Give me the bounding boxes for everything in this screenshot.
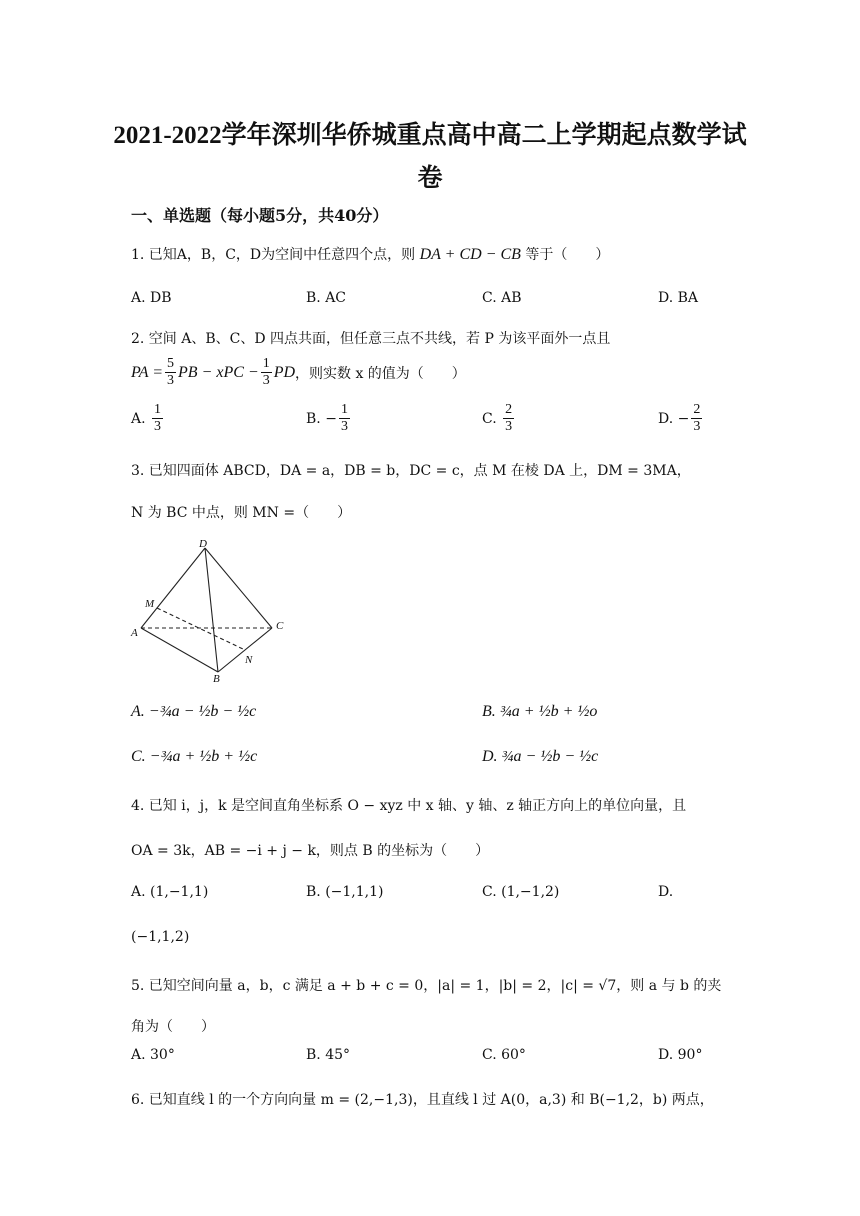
question-1-option-b: B. AC — [306, 290, 347, 306]
edge-ab — [141, 628, 218, 672]
question-2-stem: 2. 空间 A、B、C、D 四点共面，但任意三点不共线，若 P 为该平面外一点且 — [131, 331, 611, 347]
fraction-denominator: 3 — [154, 419, 162, 434]
fraction-numerator: 2 — [693, 402, 701, 417]
point-label-m: M — [145, 598, 155, 610]
edge-db — [205, 548, 218, 672]
fraction-denominator: 3 — [340, 419, 348, 434]
question-4-option-c: C. (1,−1,2) — [482, 884, 560, 900]
tetrahedron-figure — [128, 536, 298, 686]
fraction-numerator: 1 — [262, 356, 270, 371]
question-4-option-b: B. (−1,1,1) — [306, 884, 384, 900]
question-3-option-d: D. ¾a − ½b − ½c — [482, 748, 599, 765]
fraction — [691, 402, 702, 435]
question-4-line-1: 4. 已知 i，j，k 是空间直角坐标系 O − xyz 中 x 轴、y 轴、z 轴正方向上的单位向量，且 — [131, 798, 687, 814]
question-1-tail: 等于（ ） — [525, 247, 610, 263]
question-1-option-a: A. DB — [131, 290, 172, 306]
segment-mn — [157, 608, 245, 650]
question-2-expr-left: PA = — [131, 363, 163, 381]
page-title: 2021-2022学年深圳华侨城重点高中高二上学期起点数学试 — [113, 122, 747, 149]
fraction-numerator: 1 — [154, 402, 162, 417]
question-3-option-c: C. −¾a + ½b + ½c — [131, 748, 258, 765]
option-label: A. — [131, 410, 146, 427]
question-4-option-a: A. (1,−1,1) — [131, 884, 209, 900]
fraction-numerator: 1 — [340, 402, 348, 417]
question-3-line-2: N 为 BC 中点，则 MN =（ ） — [131, 505, 352, 521]
question-2-option-d — [658, 402, 704, 435]
fraction-denominator: 3 — [262, 373, 270, 388]
question-4-option-d-value: (−1,1,2) — [131, 929, 190, 945]
option-label: B. — [306, 410, 321, 427]
fraction-numerator: 2 — [505, 402, 513, 417]
question-5-line-1: 5. 已知空间向量 a，b，c 满足 a + b + c = 0，|a| = 1，|b| = 2，|c| = √7，则 a 与 b 的夹 — [131, 978, 722, 994]
edge-dc — [205, 548, 272, 628]
question-2-option-b — [306, 402, 352, 435]
vertex-label-a: A — [131, 627, 138, 639]
question-5-option-c: C. 60° — [482, 1047, 526, 1063]
vertex-label-c: C — [276, 620, 284, 632]
question-6-line-1: 6. 已知直线 l 的一个方向向量 m = (2,−1,3)，且直线 l 过 A(0，a,3) 和 B(−1,2，b) 两点， — [131, 1092, 714, 1108]
question-2-tail: ，则实数 x 的值为（ ） — [295, 365, 466, 382]
fraction-denominator: 3 — [167, 373, 174, 388]
question-2-expr-right: PD — [273, 363, 296, 381]
question-3-line-1: 3. 已知四面体 ABCD，DA = a，DB = b，DC = c，点 M 在棱 DA 上，DM = 3MA， — [131, 463, 691, 479]
question-2-option-a — [131, 402, 165, 435]
vertex-label-b: B — [213, 673, 220, 685]
question-5-line-2: 角为（ ） — [131, 1019, 215, 1035]
fraction-numerator: 5 — [167, 356, 174, 371]
question-5-option-d: D. 90° — [658, 1047, 703, 1063]
fraction — [165, 356, 176, 389]
option-sign: − — [325, 410, 337, 427]
page-title-cont: 卷 — [417, 165, 443, 192]
option-label: D. — [658, 410, 674, 427]
question-1-option-c: C. AB — [482, 290, 522, 306]
question-3-option-b: B. ¾a + ½b + ½o — [482, 703, 598, 720]
question-1 — [131, 244, 609, 264]
vertex-label-d: D — [199, 538, 207, 550]
question-2-expr-mid: PB − xPC − — [178, 363, 259, 381]
point-label-n: N — [245, 654, 253, 666]
fraction — [152, 402, 163, 435]
fraction — [339, 402, 350, 435]
question-4-option-d: D. — [658, 884, 674, 900]
section-heading: 一、单选题（每小题5分，共40分） — [131, 206, 389, 225]
fraction-denominator: 3 — [505, 419, 513, 434]
option-label: C. — [482, 410, 497, 427]
question-1-stem: 1. 已知A，B，C，D为空间中任意四个点，则 — [131, 247, 416, 263]
question-2-option-c — [482, 402, 516, 435]
question-4-line-2: OA = 3k，AB = −i + j − k，则点 B 的坐标为（ ） — [131, 843, 490, 859]
question-5-option-a: A. 30° — [131, 1047, 175, 1063]
fraction — [503, 402, 514, 435]
question-1-option-d: D. BA — [658, 290, 699, 306]
question-5-option-b: B. 45° — [306, 1047, 351, 1063]
fraction-denominator: 3 — [693, 419, 701, 434]
question-1-expression: DA + CD − CB — [419, 246, 521, 263]
question-3-option-a: A. −¾a − ½b − ½c — [131, 703, 257, 720]
option-sign: − — [677, 410, 690, 427]
question-2-expression — [131, 356, 466, 389]
fraction — [261, 356, 272, 389]
